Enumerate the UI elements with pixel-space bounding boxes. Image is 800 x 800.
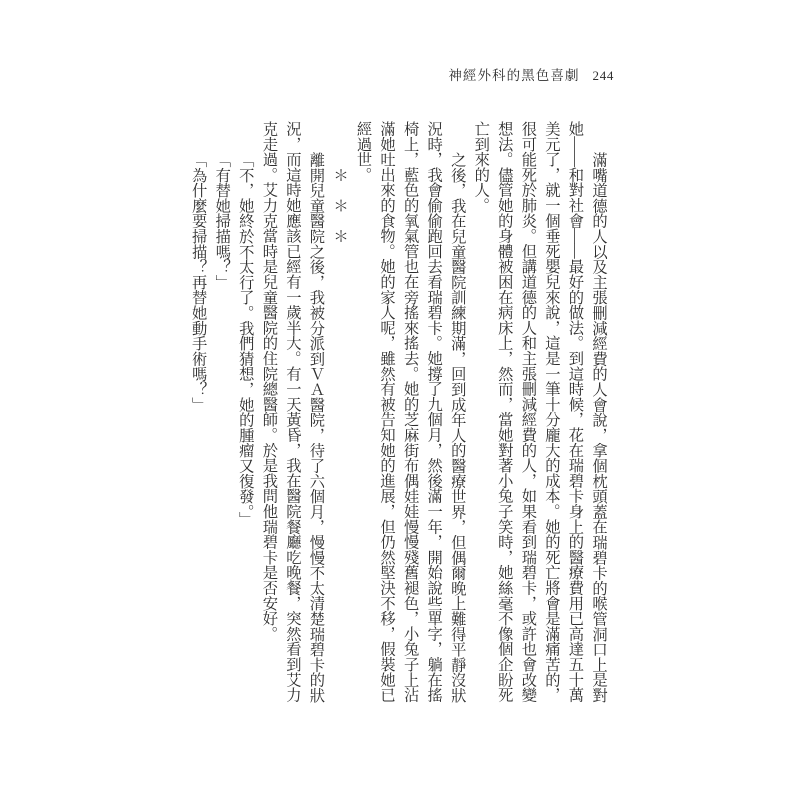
page-body-text [186,121,610,707]
paragraph: 「不，她終於不太行了。我們猜想，她的腫瘤又復發。」 [236,151,254,527]
paragraph: 「有替她掃描嗎？」 [213,151,231,290]
paragraph: 滿嘴道德的人以及主張刪減經費的人會說，拿個枕頭蓋在瑞碧卡的喉管洞口上是對她——和對社會——最好的做法。到這時候，花在瑞碧卡身上的醫療費用已高達五十萬美元了，就一個垂死嬰兒來說，這是一筆十分龐大的成本。她的死亡將會是滿痛苦的，很可能死於肺炎。但講道德的人和主張刪減經費的人，如果看到瑞碧卡，或許也會改變想法。儘管她的身體被困在病床上，然而，當她對著小兔子笑時，她絲毫不像個企盼死亡到來的人。 [472,121,607,703]
section-separator: ＊ ＊ ＊ [330,166,348,244]
paragraph: 離開兒童醫院之後，我被分派到ＶＡ醫院，待了六個月，慢慢不太清楚瑞碧卡的狀況，而這時她應該已經有一歲半大。有一天黃昏，我在醫院餐廳吃晚餐，突然看到艾力克走過。艾力克當時是兒童醫院的住院總醫師。於是我問他瑞碧卡是否安好。 [260,121,325,703]
paragraph: 「為什麼要掃描？再替她動手術嗎？」 [189,151,207,412]
paragraph: 之後，我在兒童醫院訓練期滿，回到成年人的醫療世界，但偶爾晚上難得平靜沒狀況時，我會偷偷跑回去看瑞碧卡。她撐了九個月，然後滿一年，開始說些單字，躺在搖椅上，藍色的氧氣管也在旁搖來搖去。她的芝麻街布偶娃娃慢慢殘舊褪色，小兔子上沾滿她吐出來的食物。她的家人呢，雖然有被告知她的進展，但仍然堅決不移，假裝她已經過世。 [354,121,466,703]
running-header [448,64,614,84]
page-number: 244 [592,68,614,83]
book-title: 神經外科的黑色喜劇 [448,68,580,83]
